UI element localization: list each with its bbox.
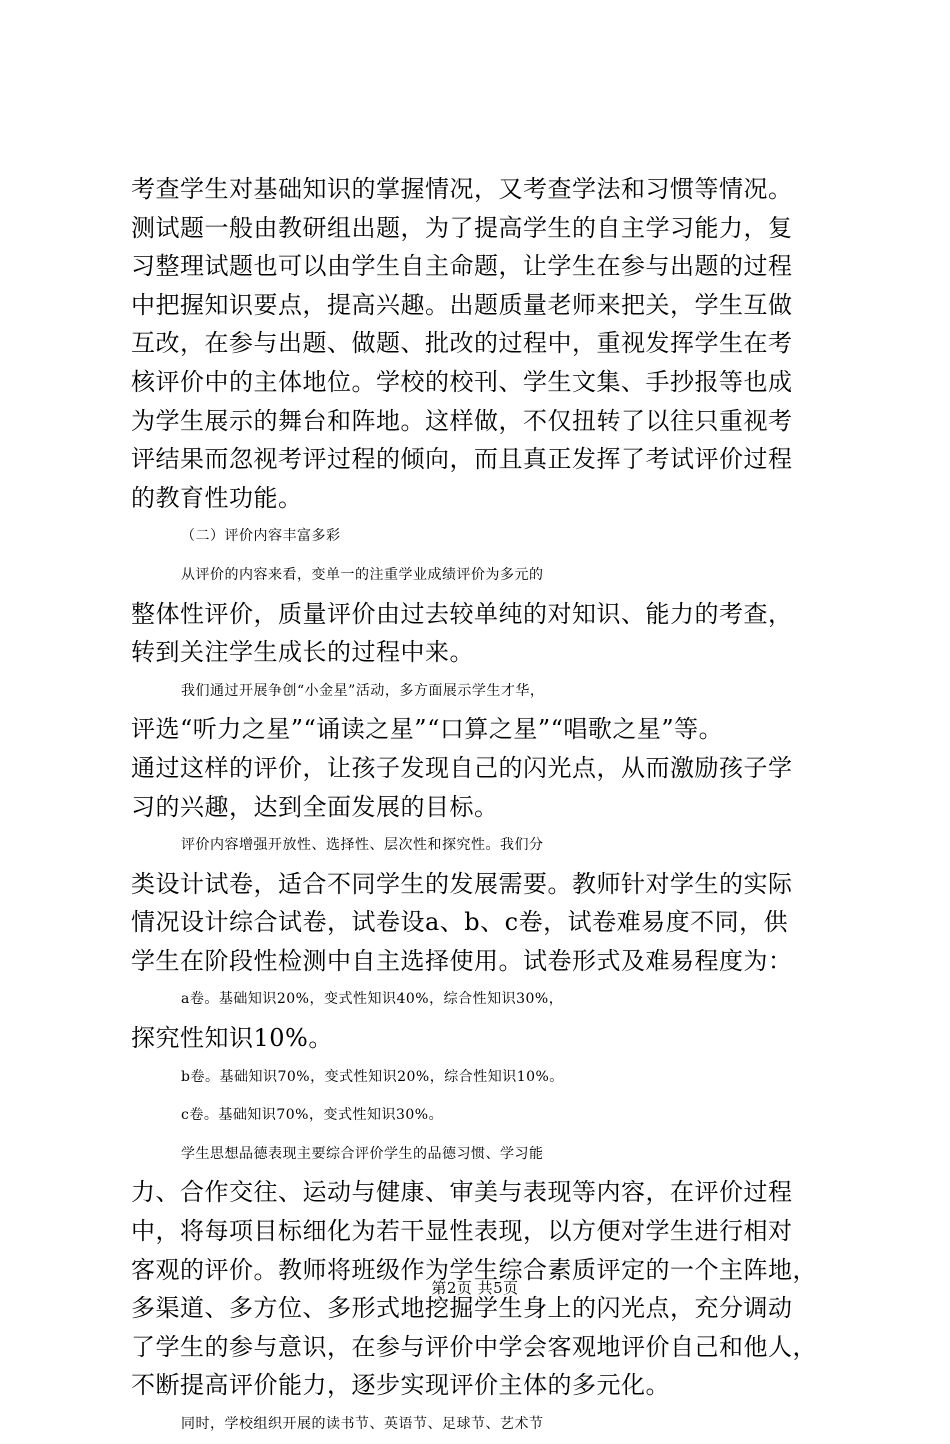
text-line: 客观的评价。教师将班级作为学生综合素质评定的一个主阵地，	[131, 1255, 817, 1284]
text-line: 习整理试题也可以由学生自主命题，让学生在参与出题的过程	[131, 252, 793, 281]
text-line: 我们通过开展争创“小金星”活动，多方面展示学生才华，	[181, 682, 545, 699]
text-line: 的教育性功能。	[131, 483, 303, 512]
text-line: 同时，学校组织开展的读书节、英语节、足球节、艺术节	[181, 1416, 544, 1432]
text-line: 探究性知识10%。	[131, 1024, 333, 1053]
text-line: 考查学生对基础知识的掌握情况，又考查学法和习惯等情况。	[131, 175, 793, 203]
document-body	[131, 170, 831, 1444]
text-line: 不断提高评价能力，逐步实现评价主体的多元化。	[131, 1371, 670, 1400]
text-line: 通过这样的评价，让孩子发现自己的闪光点，从而激励孩子学	[131, 753, 793, 782]
text-line: b卷。基础知识70%，变式性知识20%，综合性知识10%。	[181, 1068, 564, 1085]
text-line: 评价内容增强开放性、选择性、层次性和探究性。我们分	[181, 837, 544, 854]
text-line: 学生在阶段性检测中自主选择使用。试卷形式及难易程度为：	[131, 946, 793, 975]
text-line: 核评价中的主体地位。学校的校刊、学生文集、手抄报等也成	[131, 367, 793, 396]
text-line: 测试题一般由教研组出题，为了提高学生的自主学习能力，复	[131, 213, 793, 242]
page-footer: 第2页 共5页	[431, 1279, 519, 1297]
text-line: 多渠道、多方位、多形式地挖掘学生身上的闪光点，充分调动	[131, 1294, 793, 1323]
text-line: 类设计试卷，适合不同学生的发展需要。教师针对学生的实际	[131, 869, 793, 898]
text-line: 整体性评价，质量评价由过去较单纯的对知识、能力的考查，	[131, 599, 793, 628]
text-line: 评结果而忽视考评过程的倾向，而且真正发挥了考试评价过程	[131, 445, 793, 474]
text-line: 互改，在参与出题、做题、批改的过程中，重视发挥学生在考	[131, 329, 793, 358]
text-line: a卷。基础知识20%，变式性知识40%，综合性知识30%，	[181, 991, 564, 1008]
text-line: 学生思想品德表现主要综合评价学生的品德习惯、学习能	[181, 1145, 544, 1162]
text-line: （二）评价内容丰富多彩	[181, 528, 341, 545]
text-line: 了学生的参与意识，在参与评价中学会客观地评价自己和他人，	[131, 1332, 817, 1361]
text-line: 情况设计综合试卷，试卷设a、b、c卷，试卷难易度不同，供	[131, 908, 789, 937]
text-line: 中，将每项目标细化为若干显性表现，以方便对学生进行相对	[131, 1217, 793, 1246]
text-line: 习的兴趣，达到全面发展的目标。	[131, 792, 499, 821]
text-line: 评选“听力之星”“诵读之星”“口算之星”“唱歌之星”等。	[131, 715, 724, 744]
text-line: 为学生展示的舞台和阵地。这样做，不仅扭转了以往只重视考	[131, 406, 793, 435]
text-line: 力、合作交往、运动与健康、审美与表现等内容，在评价过程	[131, 1178, 793, 1207]
text-line: 转到关注学生成长的过程中来。	[131, 638, 474, 667]
text-line: 从评价的内容来看，变单一的注重学业成绩评价为多元的	[181, 566, 544, 583]
text-line: c卷。基础知识70%，变式性知识30%。	[181, 1107, 444, 1124]
text-line: 中把握知识要点，提高兴趣。出题质量老师来把关，学生互做	[131, 290, 793, 319]
